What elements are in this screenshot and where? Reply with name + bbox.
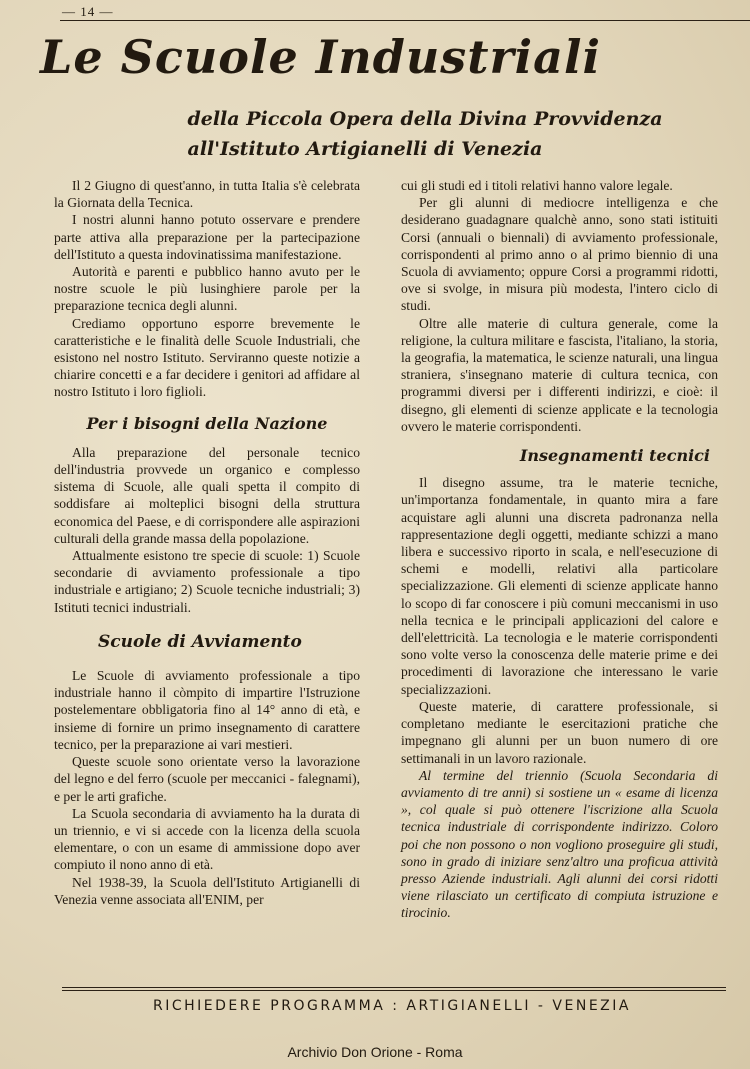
subtitle-line-1: della Piccola Opera della Divina Provvidenza (187, 108, 663, 130)
page-title: Le Scuole Industriali (40, 30, 601, 84)
paragraph: Autorità e parenti e pubblico hanno avuto per le nostre scuole le più lusinghiere parole per la preparazione tecnica degli alunni. (54, 264, 360, 314)
paragraph: I nostri alunni hanno potuto osservare e prendere parte attiva alla preparazione per la partecipazione dell'Istituto a questa indovinatissima manifestazione. (54, 212, 360, 262)
bottom-rule (62, 987, 726, 988)
right-column (401, 177, 718, 922)
bottom-rule (62, 990, 726, 991)
paragraph: Per gli alunni di mediocre intelligenza e che desiderano guadagnare qualchè anno, sono stati istituiti Corsi (annuali o biennali) di avviamento professionale, corrispondenti al primo anno o al primo biennio di una Scuola di avviamento; oppure Corsi a programmi ridotti, ove si svolge, in misura più modesta, l'intero ciclo di studi. (401, 195, 718, 314)
archive-label: Archivio Don Orione - Roma (287, 1044, 463, 1060)
paragraph: Al termine del triennio (Scuola Secondaria di avviamento di tre anni) si sostiene un « esame di licenza », col quale si può ottenere l'iscrizione alla Scuola tecnica industriale di corrispondente indirizzo. Coloro poi che non possono o non vogliono proseguire gli studi, sono in grado di iniziare senz'altro una proficua attività presso Aziende industriali. Agli alunni dei corsi ridotti viene rilasciato un certificato di compiuta istruzione e tirocinio. (401, 767, 718, 921)
page-number: — 14 — (62, 4, 114, 19)
footer-notice: RICHIEDERE PROGRAMMA : ARTIGIANELLI - VENEZIA (153, 998, 631, 1014)
top-rule (60, 20, 750, 21)
paragraph: Attualmente esistono tre specie di scuole: 1) Scuole secondarie di avviamento professionale a tipo industriale e artigiano; 2) Scuole tecniche industriali; 3) Istituti tecnici industriali. (54, 548, 360, 615)
paragraph: Oltre alle materie di cultura generale, come la religione, la cultura militare e fascista, l'italiano, la storia, la geografia, la matematica, le scienze naturali, una lingua straniera, s'insegnano materie di cultura tecnica, con programmi diversi per i differenti indirizzi, e cioè: il disegno, gli elementi di scienze applicate e la tecnologia ovvero le materie corrispondenti. (401, 315, 718, 434)
section-heading-insegnamenti: Insegnamenti tecnici (519, 446, 710, 466)
paragraph: Crediamo opportuno esporre brevemente le caratteristiche e le finalità delle Scuole Industriali, che esistono nel nostro Istituto. Serviranno queste notizie a chiarire concetti e a far decidere i genitori ad affidare al nostro Istituto i loro figlioli. (54, 315, 360, 400)
paragraph: Queste materie, di carattere professionale, si completano mediante le esercitazioni pratiche che impegnano gli alunni per un buon numero di ore settimanali in un lavoro razionale. (401, 698, 718, 766)
paragraph: La Scuola secondaria di avviamento ha la durata di un triennio, e vi si accede con la licenza della scuola elementare, o con un esame di ammissione dopo aver compiuto il nono anno di età. (54, 805, 360, 873)
subtitle-line-2: all'Istituto Artigianelli di Venezia (187, 138, 543, 160)
paragraph: Il disegno assume, tra le materie tecniche, un'importanza fondamentale, in quanto mira a fare acquistare agli alunni una discreta padronanza nella rappresentazione degli oggetti, mediante schizzi a mano libera e successivo riporto in scala, e nell'esecuzione di schemi e modelli, relativi alla particolare specializzazione. Gli elementi di scienze applicate hanno lo scopo di far conoscere i più comuni meccanismi in uso nella tecnica e le principali applicazioni del calore e dell'elettricità. La tecnologia e le materie corrispondenti sono volte verso la conoscenza delle materie prime e dei procedimenti di lavorazione che interessano le varie specializzazioni. (401, 475, 718, 697)
paragraph: Alla preparazione del personale tecnico dell'industria provvede un organico e complesso sistema di Scuole, alle quali spetta il compito di soddisfare ai molteplici bisogni della struttura economica del Paese, e di corrispondere alle aspirazioni culturali della grande massa della popolazione. (54, 444, 360, 546)
section-heading-nazione: Per i bisogni della Nazione (86, 413, 328, 433)
paragraph: Il 2 Giugno di quest'anno, in tutta Italia s'è celebrata la Giornata della Tecnica. (54, 178, 360, 211)
paragraph: Queste scuole sono orientate verso la lavorazione del legno e del ferro (scuole per meccanici - falegnami), e per le arti grafiche. (54, 754, 360, 804)
paragraph: Nel 1938-39, la Scuola dell'Istituto Artigianelli di Venezia venne associata all'ENIM, per (54, 874, 360, 907)
paragraph: cui gli studi ed i titoli relativi hanno valore legale. (401, 178, 673, 193)
left-column (54, 177, 360, 908)
section-heading-avviamento: Scuole di Avviamento (98, 631, 302, 652)
paragraph: Le Scuole di avviamento professionale a tipo industriale hanno il còmpito di impartire l'Istruzione postelementare obbligatoria fino al 14° anno di età, e insieme di fornire un primo insegnamento di carattere tecnico, per la preparazione ai vari mestieri. (54, 668, 360, 752)
